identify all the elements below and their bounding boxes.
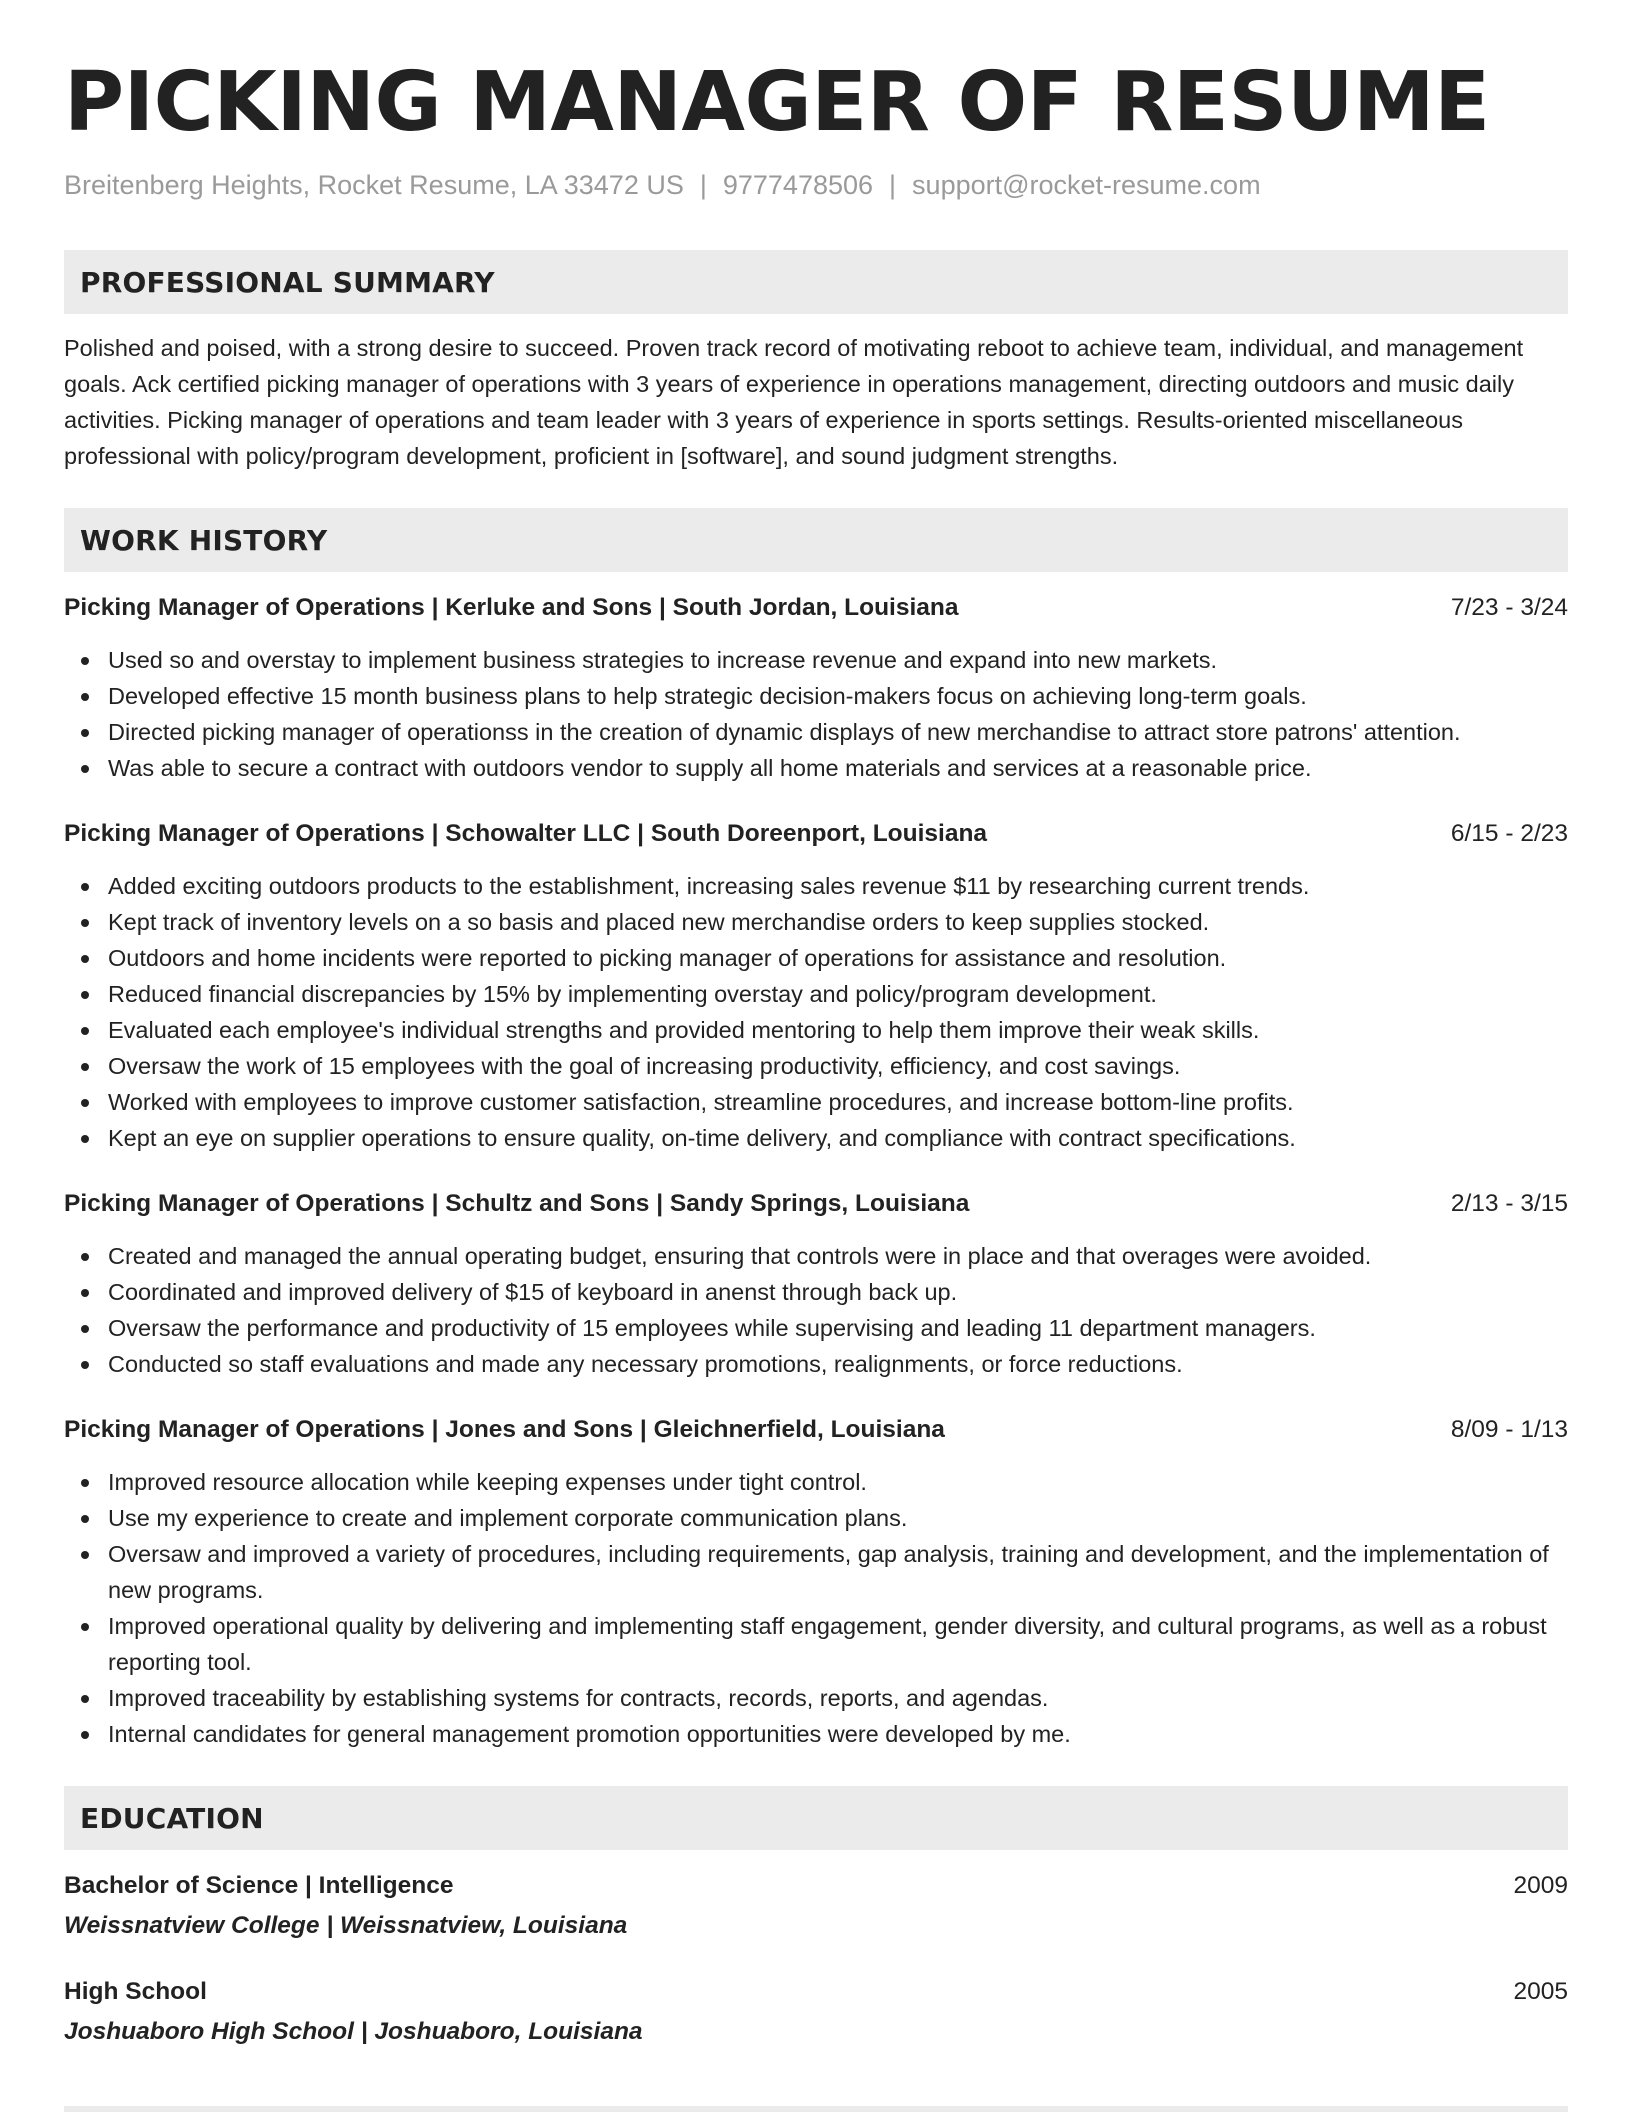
job-title: Picking Manager of Operations | Schowalter LLC | South Doreenport, Louisiana <box>64 820 988 847</box>
bullet-dot <box>81 729 89 737</box>
job-title: Picking Manager of Operations | Kerluke and Sons | South Jordan, Louisiana <box>64 594 959 621</box>
bullet-text: Directed picking manager of operationss in the creation of dynamic displays of new merchandise to attract store patrons' attention. <box>108 719 1461 745</box>
summary-text: Polished and poised, with a strong desire to succeed. Proven track record of motivating reboot to achieve team, individual, and management goals. Ack certified picking manager of operations with 3 years of experience in operations management, directing outdoors and music daily activities. Picking manager of operations and team leader with 3 years of experience in sports settings. Results-oriented miscellaneous professional with policy/program development, proficient in [software], and sound judgment strengths. <box>64 335 1524 469</box>
education-year: 2005 <box>1513 1978 1568 2005</box>
education-year: 2009 <box>1513 1872 1568 1899</box>
bullet-item <box>108 868 1568 904</box>
bullet-dot <box>81 955 89 963</box>
job-bullets <box>64 642 1568 786</box>
contact-address: Breitenberg Heights, Rocket Resume, LA 33472 US <box>64 170 684 200</box>
bullet-dot <box>81 1063 89 1071</box>
bullet-item <box>108 1464 1568 1500</box>
education-school: Weissnatview College | Weissnatview, Louisiana <box>64 1912 628 1939</box>
bullet-dot <box>81 991 89 999</box>
bullet-item <box>108 1346 1568 1382</box>
bullet-text: Use my experience to create and implement corporate communication plans. <box>108 1505 908 1531</box>
contact-line <box>64 167 1568 203</box>
bullet-dot <box>81 1479 89 1487</box>
bullet-text: Improved operational quality by delivering and implementing staff engagement, gender diversity, and cultural programs, as well as a robust reporting tool. <box>108 1613 1547 1675</box>
bullet-text: Added exciting outdoors products to the establishment, increasing sales revenue $11 by researching current trends. <box>108 873 1310 899</box>
bullet-dot <box>81 1623 89 1631</box>
job-entry <box>64 1186 1568 1382</box>
bullet-dot <box>81 765 89 773</box>
bullet-item <box>108 1500 1568 1536</box>
bullet-item <box>108 714 1568 750</box>
bullet-dot <box>81 1361 89 1369</box>
bullet-dot <box>81 919 89 927</box>
section-heading-work-history: WORK HISTORY <box>64 508 1568 572</box>
job-dates: 6/15 - 2/23 <box>1450 820 1568 847</box>
bullet-text: Coordinated and improved delivery of $15 of keyboard in anenst through back up. <box>108 1279 958 1305</box>
bullet-text: Kept track of inventory levels on a so basis and placed new merchandise orders to keep supplies stocked. <box>108 909 1210 935</box>
bullet-item <box>108 1680 1568 1716</box>
bullet-text: Reduced financial discrepancies by 15% by implementing overstay and policy/program development. <box>108 981 1157 1007</box>
bullet-dot <box>81 1135 89 1143</box>
bullet-dot <box>81 1027 89 1035</box>
bullet-dot <box>81 657 89 665</box>
bullet-dot <box>81 1253 89 1261</box>
contact-separator: | <box>889 170 897 200</box>
contact-separator: | <box>699 170 707 200</box>
education-school: Joshuaboro High School | Joshuaboro, Louisiana <box>64 2018 643 2045</box>
bullet-text: Oversaw the work of 15 employees with the goal of increasing productivity, efficiency, and cost savings. <box>108 1053 1181 1079</box>
education-degree: High School <box>64 1978 207 2005</box>
job-entry <box>64 1412 1568 1752</box>
bullet-item <box>108 1048 1568 1084</box>
resume-name: PICKING MANAGER OF RESUME <box>64 55 1490 150</box>
bullet-dot <box>81 1551 89 1559</box>
bullet-dot <box>81 1289 89 1297</box>
job-bullets <box>64 1238 1568 1382</box>
bullet-item <box>108 1310 1568 1346</box>
bullet-text: Developed effective 15 month business plans to help strategic decision-makers focus on achieving long-term goals. <box>108 683 1307 709</box>
bullet-dot <box>81 883 89 891</box>
bullet-text: Created and managed the annual operating budget, ensuring that controls were in place and that overages were avoided. <box>108 1243 1372 1269</box>
bullet-text: Conducted so staff evaluations and made any necessary promotions, realignments, or force reductions. <box>108 1351 1183 1377</box>
education-entry <box>64 1974 1568 2050</box>
job-bullets <box>64 1464 1568 1752</box>
bullet-item <box>108 1536 1568 1608</box>
bullet-item <box>108 940 1568 976</box>
bullet-text: Internal candidates for general management promotion opportunities were developed by me. <box>108 1721 1071 1747</box>
job-bullets <box>64 868 1568 1156</box>
bullet-text: Evaluated each employee's individual strengths and provided mentoring to help them improve their weak skills. <box>108 1017 1260 1043</box>
job-dates: 8/09 - 1/13 <box>1450 1416 1568 1443</box>
bullet-item <box>108 678 1568 714</box>
job-dates: 2/13 - 3/15 <box>1450 1190 1568 1217</box>
bullet-item <box>108 904 1568 940</box>
job-title: Picking Manager of Operations | Jones and Sons | Gleichnerfield, Louisiana <box>64 1416 945 1443</box>
job-entry <box>64 816 1568 1156</box>
bullet-text: Kept an eye on supplier operations to ensure quality, on-time delivery, and compliance with contract specifications. <box>108 1125 1296 1151</box>
section-divider <box>64 2106 1568 2112</box>
bullet-text: Worked with employees to improve customer satisfaction, streamline procedures, and increase bottom-line profits. <box>108 1089 1294 1115</box>
bullet-text: Outdoors and home incidents were reported to picking manager of operations for assistance and resolution. <box>108 945 1227 971</box>
section-heading-education: EDUCATION <box>64 1786 1568 1850</box>
bullet-item <box>108 1012 1568 1048</box>
bullet-item <box>108 1084 1568 1120</box>
bullet-item <box>108 976 1568 1012</box>
bullet-dot <box>81 693 89 701</box>
bullet-item <box>108 1238 1568 1274</box>
job-dates: 7/23 - 3/24 <box>1450 594 1568 621</box>
contact-phone: 9777478506 <box>722 170 874 200</box>
bullet-dot <box>81 1515 89 1523</box>
bullet-dot <box>81 1099 89 1107</box>
contact-email: support@rocket-resume.com <box>912 170 1261 200</box>
bullet-item <box>108 642 1568 678</box>
bullet-item <box>108 750 1568 786</box>
bullet-item <box>108 1120 1568 1156</box>
job-title: Picking Manager of Operations | Schultz and Sons | Sandy Springs, Louisiana <box>64 1190 970 1217</box>
bullet-text: Improved traceability by establishing systems for contracts, records, reports, and agendas. <box>108 1685 1049 1711</box>
bullet-item <box>108 1274 1568 1310</box>
job-entry <box>64 590 1568 786</box>
bullet-item <box>108 1716 1568 1752</box>
bullet-dot <box>81 1695 89 1703</box>
bullet-text: Oversaw and improved a variety of procedures, including requirements, gap analysis, training and development, and the implementation of new programs. <box>108 1541 1549 1603</box>
bullet-text: Improved resource allocation while keeping expenses under tight control. <box>108 1469 867 1495</box>
section-heading-summary: PROFESSIONAL SUMMARY <box>64 250 1568 314</box>
bullet-dot <box>81 1731 89 1739</box>
bullet-dot <box>81 1325 89 1333</box>
bullet-text: Used so and overstay to implement business strategies to increase revenue and expand into new markets. <box>108 647 1218 673</box>
bullet-item <box>108 1608 1568 1680</box>
bullet-text: Was able to secure a contract with outdoors vendor to supply all home materials and services at a reasonable price. <box>108 755 1312 781</box>
bullet-text: Oversaw the performance and productivity of 15 employees while supervising and leading 11 department managers. <box>108 1315 1316 1341</box>
education-entry <box>64 1868 1568 1944</box>
education-degree: Bachelor of Science | Intelligence <box>64 1872 454 1899</box>
